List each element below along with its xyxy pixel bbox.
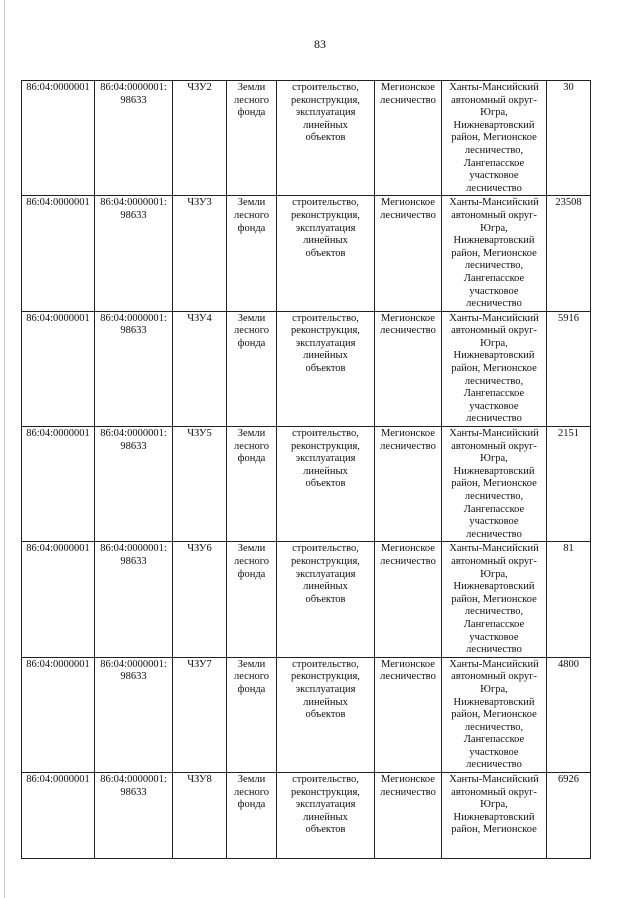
cell-location (442, 311, 547, 426)
cell-land-category (227, 81, 277, 196)
cell-quarter-number (22, 196, 95, 311)
cell-text-line: участковое (469, 746, 519, 758)
table-row (22, 311, 591, 426)
cell-text-line: строительство, (292, 312, 359, 324)
cell-text-line: Лангепасское (463, 388, 525, 400)
cell-text-line: 98633 (120, 555, 147, 567)
cell-text-line: 86:04:0000001: (100, 774, 167, 786)
cell-text-line: объектов (305, 709, 346, 721)
cell-text-line: 98633 (120, 786, 147, 798)
cell-text-line: эксплуатация (295, 453, 356, 465)
cell-cadastral-number (95, 773, 173, 859)
cell-permitted-use (277, 81, 375, 196)
cell-text-line: строительство, (292, 428, 359, 440)
cell-text-line: 6926 (558, 774, 579, 786)
cell-text-line: участковое (469, 400, 519, 412)
cell-forestry (375, 427, 442, 542)
cell-text-line: лесничество (466, 528, 522, 540)
cell-text-line: Ханты-Мансийский (449, 312, 539, 324)
cell-text-line: объектов (305, 132, 346, 144)
cell-text-line: лесничество, (464, 606, 524, 618)
page-number: 83 (314, 37, 326, 51)
table-row (22, 427, 591, 542)
cell-location (442, 81, 547, 196)
cell-text-line: 81 (563, 543, 574, 555)
cell-text-line: участковое (469, 631, 519, 643)
cell-text-line: фонда (237, 799, 266, 811)
cell-text-line: Нижневартовский (453, 119, 535, 131)
cell-text-line: участковое (469, 170, 519, 182)
table-row (22, 773, 591, 859)
cell-area (547, 427, 591, 542)
cell-quarter-number (22, 81, 95, 196)
cell-text-line: лесного (234, 209, 269, 221)
cell-forestry (375, 773, 442, 859)
cell-forestry (375, 311, 442, 426)
cell-land-category (227, 196, 277, 311)
cell-text-line: лесничество (380, 786, 436, 798)
cell-text-line: реконструкция, (291, 209, 360, 221)
cell-text-line: 86:04:0000001 (26, 543, 90, 555)
cell-cadastral-number (95, 81, 173, 196)
cell-text-line: 98633 (120, 325, 147, 337)
cell-text-line: лесничество (380, 671, 436, 683)
cell-text-line: ЧЗУ4 (187, 312, 212, 324)
cell-zone-id (173, 542, 227, 657)
cell-text-line: линейных (303, 811, 348, 823)
cell-text-line: эксплуатация (295, 568, 356, 580)
cell-text-line: автономный округ- (451, 94, 537, 106)
cell-text-line: фонда (237, 107, 266, 119)
cell-text-line: Ханты-Мансийский (449, 82, 539, 93)
cell-text-line: лесничество (380, 94, 436, 106)
cell-permitted-use (277, 542, 375, 657)
cell-location (442, 196, 547, 311)
cell-text-line: Нижневартовский (453, 350, 535, 362)
cell-text-line: лесного (234, 94, 269, 106)
cell-text-line: район, Мегионское (451, 593, 537, 605)
cell-zone-id (173, 657, 227, 772)
cell-forestry (375, 196, 442, 311)
cell-text-line: Земли (237, 658, 266, 670)
cell-text-line: 86:04:0000001 (26, 197, 90, 209)
cell-text-line: Ханты-Мансийский (449, 197, 539, 209)
cell-text-line: Югра, (480, 683, 508, 695)
cell-text-line: Земли (237, 543, 266, 555)
cell-text-line: Ханты-Мансийский (449, 658, 539, 670)
cell-zone-id (173, 311, 227, 426)
cell-text-line: 30 (563, 82, 574, 93)
cell-area (547, 773, 591, 859)
cell-text-line: лесничество (380, 440, 436, 452)
cell-text-line: ЧЗУ5 (187, 428, 212, 440)
cell-text-line: эксплуатация (295, 222, 356, 234)
cell-text-line: автономный округ- (451, 209, 537, 221)
cell-text-line: лесничество, (464, 375, 524, 387)
cell-location (442, 657, 547, 772)
cell-permitted-use (277, 196, 375, 311)
cell-text-line: линейных (303, 119, 348, 131)
cell-text-line: ЧЗУ7 (187, 658, 212, 670)
cell-text-line: реконструкция, (291, 555, 360, 567)
cell-text-line: 86:04:0000001: (100, 312, 167, 324)
cell-text-line: 86:04:0000001: (100, 658, 167, 670)
cell-text-line: лесничество (466, 298, 522, 310)
cell-text-line: лесничество (466, 759, 522, 771)
cell-text-line: Югра, (480, 107, 508, 119)
cell-text-line: эксплуатация (295, 107, 356, 119)
cell-text-line: Югра, (480, 222, 508, 234)
cell-text-line: Нижневартовский (453, 581, 535, 593)
cell-text-line: линейных (303, 696, 348, 708)
cell-text-line: Мегионское (381, 774, 435, 786)
cell-text-line: объектов (305, 593, 346, 605)
cell-text-line: лесничество, (464, 721, 524, 733)
cell-cadastral-number (95, 657, 173, 772)
cell-area (547, 81, 591, 196)
cell-location (442, 773, 547, 859)
cell-land-category (227, 311, 277, 426)
cell-text-line: строительство, (292, 774, 359, 786)
cell-text-line: 86:04:0000001: (100, 428, 167, 440)
cell-text-line: Мегионское (381, 312, 435, 324)
cell-text-line: автономный округ- (451, 440, 537, 452)
cell-forestry (375, 542, 442, 657)
cell-text-line: Мегионское (381, 428, 435, 440)
cell-land-category (227, 773, 277, 859)
cell-text-line: Ханты-Мансийский (449, 543, 539, 555)
cell-text-line: 98633 (120, 94, 147, 106)
cell-text-line: Лангепасское (463, 618, 525, 630)
cell-text-line: лесного (234, 325, 269, 337)
cell-location (442, 427, 547, 542)
cell-cadastral-number (95, 427, 173, 542)
cell-area (547, 542, 591, 657)
cell-text-line: Мегионское (381, 658, 435, 670)
cell-text-line: лесного (234, 555, 269, 567)
cell-text-line: 86:04:0000001 (26, 774, 90, 786)
cell-text-line: фонда (237, 453, 266, 465)
cell-text-line: Земли (237, 312, 266, 324)
cell-text-line: Ханты-Мансийский (449, 774, 539, 786)
cell-text-line: реконструкция, (291, 671, 360, 683)
cell-text-line: Нижневартовский (453, 235, 535, 247)
cell-quarter-number (22, 657, 95, 772)
table-row (22, 81, 591, 196)
cell-text-line: линейных (303, 581, 348, 593)
cell-text-line: реконструкция, (291, 440, 360, 452)
cell-text-line: автономный округ- (451, 671, 537, 683)
cell-area (547, 311, 591, 426)
cell-permitted-use (277, 773, 375, 859)
cell-text-line: эксплуатация (295, 799, 356, 811)
cell-permitted-use (277, 657, 375, 772)
table-row (22, 657, 591, 772)
cell-text-line: ЧЗУ8 (187, 774, 212, 786)
cell-land-category (227, 427, 277, 542)
cell-zone-id (173, 773, 227, 859)
cell-text-line: Нижневартовский (453, 465, 535, 477)
cell-text-line: эксплуатация (295, 337, 356, 349)
cell-text-line: Лангепасское (463, 503, 525, 515)
cell-text-line: фонда (237, 222, 266, 234)
cell-text-line: лесничество (380, 555, 436, 567)
cell-land-category (227, 657, 277, 772)
cell-permitted-use (277, 311, 375, 426)
cell-cadastral-number (95, 196, 173, 311)
cell-text-line: лесничество, (464, 491, 524, 502)
table-row (22, 542, 591, 657)
cell-text-line: 2151 (558, 428, 579, 440)
scan-edge-line (4, 0, 5, 898)
cell-zone-id (173, 196, 227, 311)
cell-text-line: лесного (234, 440, 269, 452)
cell-text-line: Югра, (480, 453, 508, 465)
cell-text-line: Земли (237, 428, 266, 440)
cell-text-line: лесничество, (464, 260, 524, 272)
cell-text-line: Земли (237, 774, 266, 786)
cell-cadastral-number (95, 311, 173, 426)
cell-text-line: лесничество (380, 209, 436, 221)
cell-location (442, 542, 547, 657)
cell-text-line: 86:04:0000001: (100, 82, 167, 93)
cell-text-line: ЧЗУ3 (187, 197, 212, 209)
cell-quarter-number (22, 427, 95, 542)
cell-text-line: 98633 (120, 209, 147, 221)
cell-text-line: автономный округ- (451, 786, 537, 798)
cell-land-category (227, 542, 277, 657)
cell-text-line: Мегионское (381, 543, 435, 555)
cell-text-line: лесничество (380, 325, 436, 337)
cell-area (547, 657, 591, 772)
cell-text-line: лесничество (466, 182, 522, 194)
cell-text-line: Лангепасское (463, 272, 525, 284)
cell-zone-id (173, 427, 227, 542)
cell-text-line: 98633 (120, 671, 147, 683)
cell-text-line: линейных (303, 465, 348, 477)
cell-text-line: объектов (305, 478, 346, 490)
cell-text-line: лесничество, (464, 144, 524, 156)
cell-text-line: автономный округ- (451, 555, 537, 567)
cell-text-line: эксплуатация (295, 683, 356, 695)
cell-text-line: 86:04:0000001 (26, 658, 90, 670)
cell-text-line: реконструкция, (291, 94, 360, 106)
cell-text-line: район, Мегионское (451, 478, 537, 490)
cell-text-line: 86:04:0000001: (100, 543, 167, 555)
cell-text-line: лесничество (466, 413, 522, 425)
cell-zone-id (173, 81, 227, 196)
cell-text-line: объектов (305, 247, 346, 259)
cell-text-line: 86:04:0000001 (26, 82, 90, 93)
cell-text-line: лесного (234, 671, 269, 683)
cell-area (547, 196, 591, 311)
cell-text-line: участковое (469, 285, 519, 297)
cell-text-line: 86:04:0000001 (26, 428, 90, 440)
cell-text-line: линейных (303, 350, 348, 362)
cell-text-line: Нижневартовский (453, 811, 535, 823)
cell-text-line: лесного (234, 786, 269, 798)
cell-text-line: участковое (469, 516, 519, 528)
cell-text-line: район, Мегионское (451, 132, 537, 144)
cell-text-line: Земли (237, 82, 266, 93)
cell-quarter-number (22, 311, 95, 426)
cell-text-line: Югра, (480, 568, 508, 580)
cell-quarter-number (22, 542, 95, 657)
cell-text-line: объектов (305, 363, 346, 375)
cell-text-line: фонда (237, 683, 266, 695)
cell-text-line: 86:04:0000001 (26, 312, 90, 324)
cell-text-line: район, Мегионское (451, 824, 537, 836)
cell-permitted-use (277, 427, 375, 542)
cell-text-line: фонда (237, 337, 266, 349)
cell-cadastral-number (95, 542, 173, 657)
cell-text-line: 5916 (558, 312, 579, 324)
cell-text-line: строительство, (292, 543, 359, 555)
cell-text-line: район, Мегионское (451, 363, 537, 375)
cell-text-line: район, Мегионское (451, 247, 537, 259)
cell-text-line: линейных (303, 235, 348, 247)
cell-text-line: строительство, (292, 197, 359, 209)
cell-text-line: строительство, (292, 82, 359, 93)
cell-forestry (375, 81, 442, 196)
cell-text-line: 4800 (558, 658, 579, 670)
cell-text-line: реконструкция, (291, 325, 360, 337)
cell-text-line: Лангепасское (463, 157, 525, 169)
cell-text-line: автономный округ- (451, 325, 537, 337)
cell-text-line: Ханты-Мансийский (449, 428, 539, 440)
cell-text-line: строительство, (292, 658, 359, 670)
cell-text-line: Нижневартовский (453, 696, 535, 708)
cell-text-line: Лангепасское (463, 734, 525, 746)
land-plots-table (21, 80, 591, 859)
cell-text-line: 23508 (555, 197, 582, 209)
cell-text-line: 98633 (120, 440, 147, 452)
cell-text-line: лесничество (466, 644, 522, 656)
cell-text-line: Югра, (480, 337, 508, 349)
cell-text-line: фонда (237, 568, 266, 580)
cell-text-line: Мегионское (381, 82, 435, 93)
cell-text-line: ЧЗУ2 (187, 82, 212, 93)
cell-text-line: ЧЗУ6 (187, 543, 212, 555)
cell-text-line: объектов (305, 824, 346, 836)
table-row (22, 196, 591, 311)
cell-text-line: Земли (237, 197, 266, 209)
cell-text-line: Югра, (480, 799, 508, 811)
cell-text-line: реконструкция, (291, 786, 360, 798)
cell-text-line: 86:04:0000001: (100, 197, 167, 209)
cell-forestry (375, 657, 442, 772)
cell-text-line: Мегионское (381, 197, 435, 209)
cell-text-line: район, Мегионское (451, 709, 537, 721)
cell-quarter-number (22, 773, 95, 859)
